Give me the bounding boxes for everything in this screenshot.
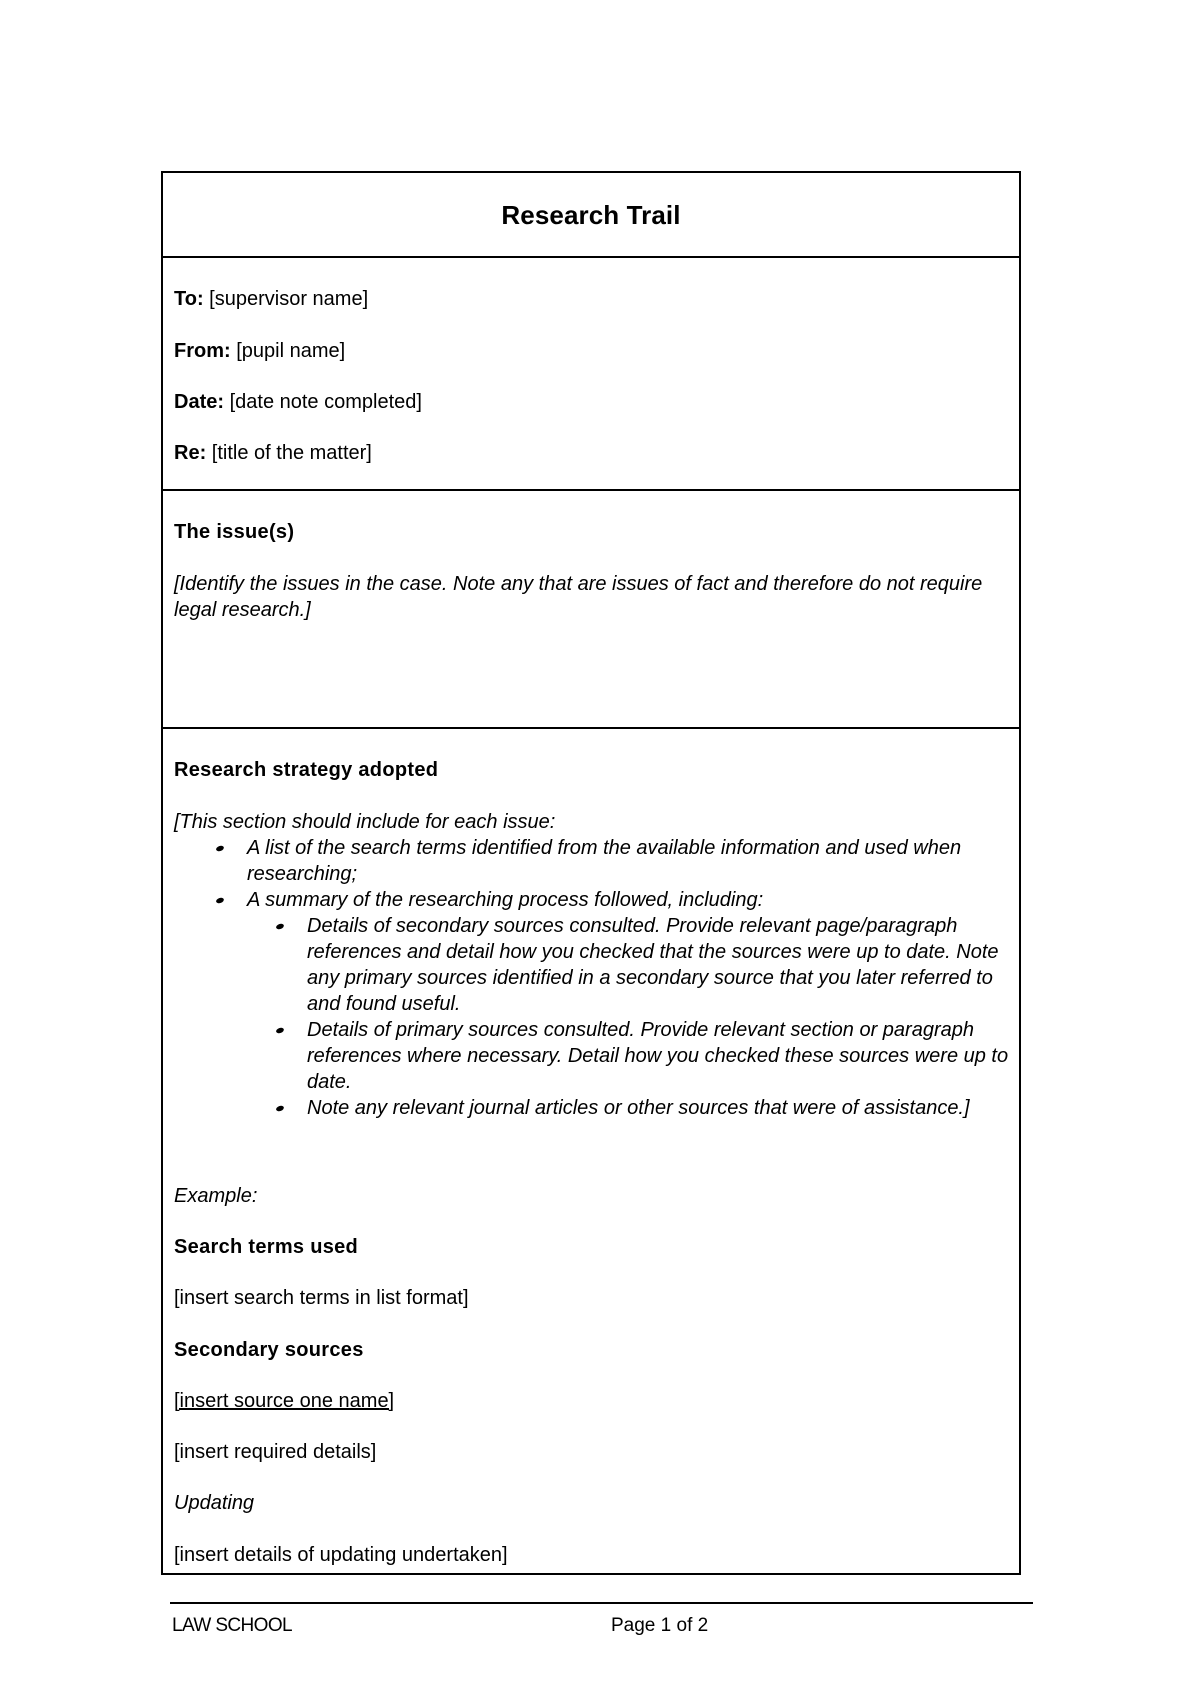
example-label: Example: <box>174 1185 258 1207</box>
memo-header-section <box>163 258 1019 491</box>
strategy-intro: [This section should include for each issue: <box>174 811 556 833</box>
document-title: Research Trail <box>501 199 681 230</box>
search-terms-heading: Search terms used <box>174 1236 359 1258</box>
bullet-text: A summary of the researching process followed, including: <box>247 889 764 911</box>
strategy-heading: Research strategy adopted <box>174 759 439 781</box>
list-item <box>174 1095 1009 1121</box>
bullet-icon <box>275 1027 284 1034</box>
footer-page-number: Page 1 of 2 <box>611 1615 709 1636</box>
date-line <box>174 389 422 415</box>
issues-heading: The issue(s) <box>174 521 295 543</box>
strategy-instructions <box>174 809 1009 1121</box>
date-value: [date note completed] <box>229 391 422 413</box>
strategy-bullet-list <box>174 835 1009 913</box>
to-line <box>174 286 368 312</box>
re-value: [title of the matter] <box>211 442 372 464</box>
footer-organisation: LAW SCHOOL <box>172 1615 292 1636</box>
bullet-icon <box>275 923 284 930</box>
list-item <box>174 887 1009 913</box>
research-trail-form <box>161 171 1021 1575</box>
sub-bullet-text: Details of primary sources consulted. Provide relevant section or paragraph references where necessary. Detail how you checked these sources were up to date. <box>307 1019 1009 1093</box>
sub-bullet-text: Note any relevant journal articles or other sources that were of assistance.] <box>307 1097 970 1119</box>
re-label: Re: <box>174 442 207 464</box>
bullet-icon <box>215 845 224 852</box>
title-section <box>163 173 1019 258</box>
re-line <box>174 440 372 466</box>
list-item <box>174 1017 1009 1095</box>
search-terms-placeholder: [insert search terms in list format] <box>174 1287 469 1309</box>
from-value: [pupil name] <box>236 340 346 362</box>
from-line <box>174 338 345 364</box>
issues-instructions: [Identify the issues in the case. Note any that are issues of fact and therefore do not require legal research.] <box>174 573 983 621</box>
strategy-section <box>163 729 1019 1573</box>
from-label: From: <box>174 340 231 362</box>
date-label: Date: <box>174 391 225 413</box>
updating-label: Updating <box>174 1492 255 1514</box>
issues-section <box>163 491 1019 729</box>
list-item <box>174 913 1009 1017</box>
source-one-name: [insert source one name] <box>174 1390 395 1412</box>
to-label: To: <box>174 288 204 310</box>
updating-details: [insert details of updating undertaken] <box>174 1544 508 1566</box>
bullet-icon <box>215 897 224 904</box>
required-details: [insert required details] <box>174 1441 377 1463</box>
list-item <box>174 835 1009 887</box>
sub-bullet-text: Details of secondary sources consulted. Provide relevant page/paragraph references and detail how you checked that the sources were up to date. Note any primary sources identified in a secondary source that you later referred to and found useful. <box>307 915 999 1015</box>
secondary-sources-heading: Secondary sources <box>174 1339 364 1361</box>
bullet-icon <box>275 1105 284 1112</box>
bullet-text: A list of the search terms identified from the available information and used when researching; <box>247 837 962 885</box>
to-value: [supervisor name] <box>209 288 369 310</box>
footer-divider <box>170 1602 1033 1604</box>
strategy-sub-bullet-list <box>174 913 1009 1121</box>
